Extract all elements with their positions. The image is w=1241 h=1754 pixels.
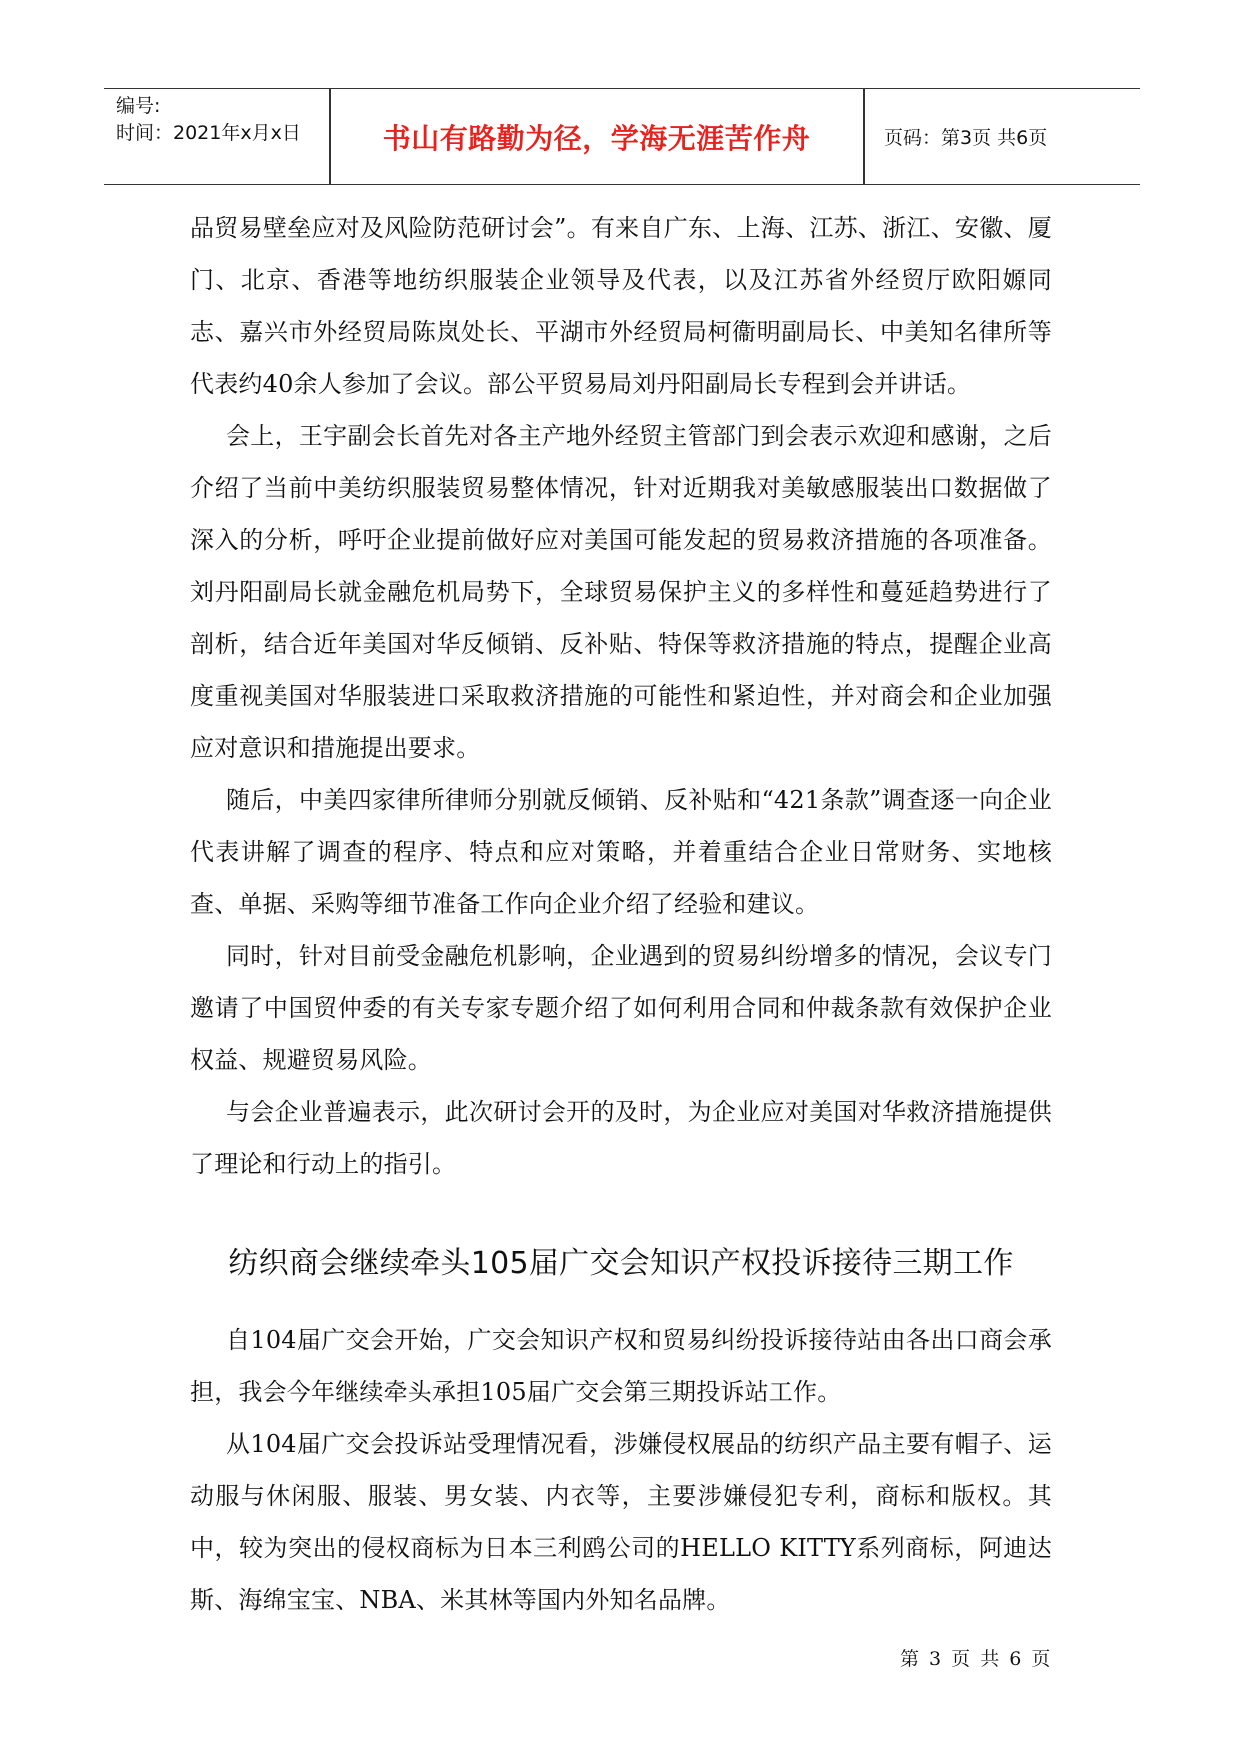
body-paragraph: 会上，王宇副会长首先对各主产地外经贸主管部门到会表示欢迎和感谢，之后介绍了当前中美纺织服装贸易整体情况，针对近期我对美敏感服装出口数据做了深入的分析，呼吁企业提前做好应对美国可能发起的贸易救济措施的各项准备。刘丹阳副局长就金融危机局势下，全球贸易保护主义的多样性和蔓延趋势进行了剖析，结合近年美国对华反倾销、反补贴、特保等救济措施的特点，提醒企业高度重视美国对华服装进口采取救济措施的可能性和紧迫性，并对商会和企业加强应对意识和措施提出要求。 <box>190 422 1052 762</box>
body-paragraph: 与会企业普遍表示，此次研讨会开的及时，为企业应对美国对华救济措施提供了理论和行动上的指引。 <box>190 1098 1052 1178</box>
header-page-info <box>864 89 1140 184</box>
body-paragraph: 从104届广交会投诉站受理情况看，涉嫌侵权展品的纺织产品主要有帽子、运动服与休闲服、服装、男女装、内衣等，主要涉嫌侵犯专利，商标和版权。其中，较为突出的侵权商标为日本三利鸥公司的HELLO KITTY系列商标，阿迪达斯、海绵宝宝、NBA、米其林等国内外知名品牌。 <box>190 1430 1052 1614</box>
body-paragraph: 品贸易壁垒应对及风险防范研讨会”。有来自广东、上海、江苏、浙江、安徽、厦门、北京、香港等地纺织服装企业领导及代表，以及江苏省外经贸厅欧阳嫄同志、嘉兴市外经贸局陈岚处长、平湖市外经贸局柯衞明副局长、中美知名律所等代表约40余人参加了会议。部公平贸易局刘丹阳副局长专程到会并讲话。 <box>190 214 1052 398</box>
page-header <box>104 88 1140 185</box>
body-paragraph: 随后，中美四家律所律师分别就反倾销、反补贴和“421条款”调查逐一向企业代表讲解了调查的程序、特点和应对策略，并着重结合企业日常财务、实地核查、单据、采购等细节准备工作向企业介绍了经验和建议。 <box>190 786 1052 918</box>
page-footer: 第 3 页 共 6 页 <box>900 1648 1053 1670</box>
document-number-label: 编号: <box>116 95 161 117</box>
body-paragraph: 同时，针对目前受金融危机影响，企业遇到的贸易纠纷增多的情况，会议专门邀请了中国贸仲委的有关专家专题介绍了如何利用合同和仲裁条款有效保护企业权益、规避贸易风险。 <box>190 942 1052 1074</box>
header-motto <box>330 89 863 184</box>
document-body <box>190 202 1052 1626</box>
header-page-label: 页码：第3页 共6页 <box>884 127 1048 149</box>
body-paragraph: 自104届广交会开始，广交会知识产权和贸易纠纷投诉接待站由各出口商会承担，我会今年继续牵头承担105届广交会第三期投诉站工作。 <box>190 1326 1052 1406</box>
document-time-label: 时间：2021年x月x日 <box>116 122 301 144</box>
motto-text: 书山有路勤为径，学海无涯苦作舟 <box>382 121 811 155</box>
section-heading: 纺织商会继续牵头105届广交会知识产权投诉接待三期工作 <box>228 1246 1014 1281</box>
